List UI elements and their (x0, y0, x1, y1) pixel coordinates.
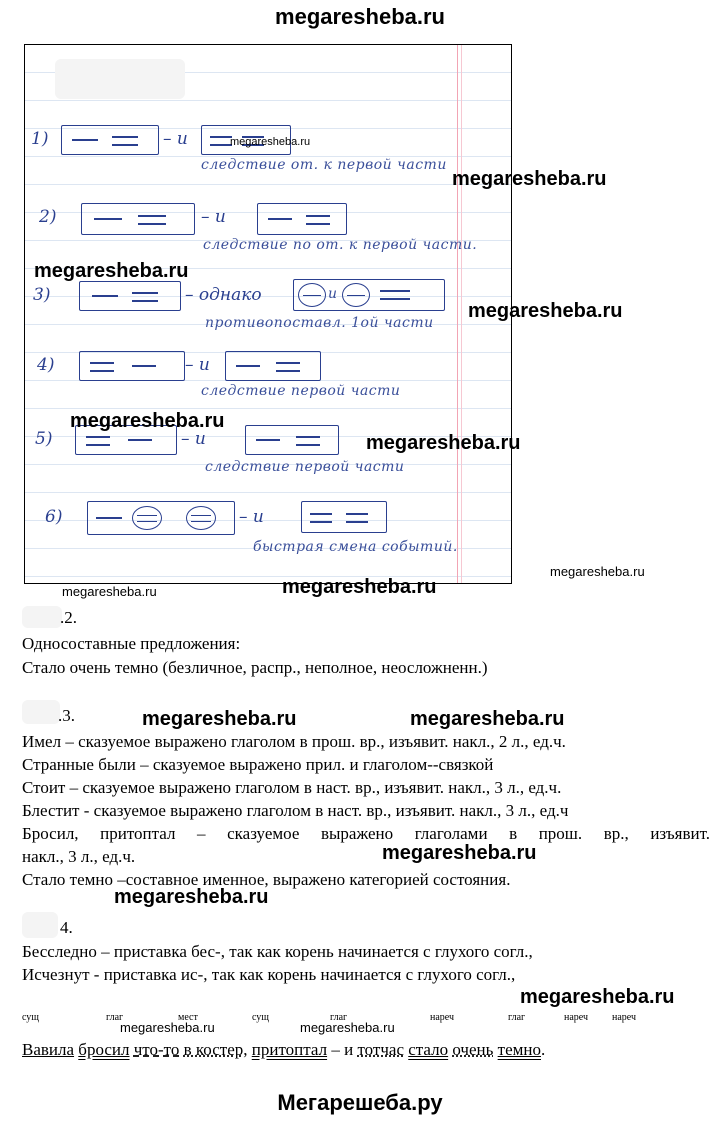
section-3-line: Стало темно –составное именное, выражено категорией состояния. (22, 870, 511, 889)
scheme-3-oval-conj: и (328, 286, 338, 302)
scheme-6-conj: – и (239, 507, 264, 527)
pos-label: глаг (508, 1012, 526, 1023)
scheme-6-oval-b (186, 506, 216, 530)
sentence-word-subject: Вавила (22, 1040, 75, 1059)
scheme-4-number: 4) (37, 355, 55, 375)
watermark-small: megaresheba.ru (120, 1020, 215, 1035)
section-2-line: Стало очень темно (безличное, распр., неполное, неосложненн.) (22, 658, 488, 677)
sentence-period: . (540, 1040, 546, 1059)
scheme-4-conj: – и (185, 355, 210, 375)
scheme-1-box-a (61, 125, 159, 155)
sentence-word-adverbial: в костер, (183, 1040, 248, 1059)
parsed-sentence (22, 1040, 545, 1060)
watermark: megaresheba.ru (34, 260, 189, 282)
section-3-line: Имел – сказуемое выражено глаголом в прош. вр., изъявит. накл., 2 л., ед.ч. (22, 732, 566, 751)
scheme-6-oval-a (132, 506, 162, 530)
watermark: megaresheba.ru (382, 842, 537, 864)
scheme-2-note: следствие по от. к первой части. (203, 237, 478, 253)
section-4-line: Бесследно – приставка бес-, так как корень начинается с глухого согл., (22, 942, 533, 961)
watermark: megaresheba.ru (142, 708, 297, 730)
watermark: megaresheba.ru (468, 300, 623, 322)
scheme-2-number: 2) (39, 207, 57, 227)
scheme-3-conj: – однако (185, 285, 262, 305)
scheme-3-box-b (293, 279, 445, 311)
scheme-4-box-a (79, 351, 185, 381)
watermark-small: megaresheba.ru (62, 584, 157, 599)
scheme-5-box-b (245, 425, 339, 455)
pos-label: глаг (330, 1012, 348, 1023)
pos-label: сущ (22, 1012, 40, 1023)
pos-label: нареч (612, 1012, 637, 1023)
scheme-4-note: следствие первой части (201, 383, 401, 399)
scheme-3-box-a (79, 281, 181, 311)
scheme-5-note: следствие первой части (205, 459, 405, 475)
watermark: megaresheba.ru (282, 576, 437, 598)
section-3-line: Стоит – сказуемое выражено глаголом в наст. вр., изъявит. накл., 3 л., ед.ч. (22, 778, 562, 797)
section-2-line: Односоставные предложения: (22, 634, 241, 653)
section-4-label: 4. (60, 918, 73, 937)
scheme-2-box-a (81, 203, 195, 235)
scheme-5-conj: – и (181, 429, 206, 449)
sentence-word-predicate: притоптал (251, 1040, 328, 1059)
sentence-conj: – и (327, 1040, 358, 1059)
site-footer-title: Мегарешеба.ру (277, 1090, 443, 1115)
blurred-area (55, 59, 185, 99)
scheme-6-box-a (87, 501, 235, 535)
pos-label: нареч (564, 1012, 589, 1023)
scheme-6-number: 6) (45, 507, 63, 527)
pos-label: глаг (106, 1012, 124, 1023)
section-3-line: Блестит - сказуемое выражено глаголом в наст. вр., изъявит. накл., 3 л., ед.ч (22, 801, 569, 820)
scheme-3-oval-b (342, 283, 370, 307)
scheme-1-number: 1) (31, 129, 49, 149)
watermark-small: megaresheba.ru (230, 136, 311, 148)
section-4-line: Исчезнут - приставка ис-, так как корень начинается с глухого согл., (22, 965, 516, 984)
sentence-word-object: что-то (133, 1040, 180, 1059)
scheme-3-number: 3) (33, 285, 51, 305)
sentence-word-adverbial: тотчас (357, 1040, 404, 1059)
sentence-word-predicate: стало (408, 1040, 449, 1059)
sentence-word-predicate: темно (497, 1040, 541, 1059)
pos-label: мест (178, 1012, 198, 1023)
sentence-word-adverbial: очень (452, 1040, 494, 1059)
watermark: megaresheba.ru (452, 168, 607, 190)
blurred-number (22, 912, 58, 938)
scheme-1-note: следствие от. к первой части (201, 157, 447, 173)
section-3-line: Бросил, притоптал – сказуемое выражено глаголами в прош. вр., изъявит. (22, 824, 710, 843)
sentence-word-predicate: бросил (78, 1040, 130, 1059)
site-header-title: megaresheba.ru (275, 4, 445, 29)
section-3-label: .3. (58, 706, 75, 725)
notebook-margin-line-2 (461, 45, 462, 583)
blurred-number (22, 700, 60, 724)
pos-label: сущ (252, 1012, 270, 1023)
scheme-3-note: противопоставл. 1ой части (205, 315, 434, 331)
scheme-6-note: быстрая смена событий. (253, 539, 458, 555)
notebook-margin-line (457, 45, 458, 583)
scheme-5-number: 5) (35, 429, 53, 449)
watermark: megaresheba.ru (366, 432, 521, 454)
watermark-small: megaresheba.ru (300, 1020, 395, 1035)
notebook-photo (24, 44, 512, 584)
scheme-4-box-b (225, 351, 321, 381)
watermark: megaresheba.ru (520, 986, 675, 1008)
watermark-small: megaresheba.ru (550, 564, 645, 579)
section-3-line: накл., 3 л., ед.ч. (22, 847, 136, 866)
scheme-2-conj: – и (201, 207, 226, 227)
scheme-6-box-b (301, 501, 387, 533)
scheme-3-oval-a (298, 283, 326, 307)
watermark: megaresheba.ru (410, 708, 565, 730)
scheme-1-conj: – и (163, 129, 188, 149)
watermark: megaresheba.ru (114, 886, 269, 908)
blurred-number (22, 606, 62, 628)
section-3-line: Странные были – сказуемое выражено прил. и глаголом--связкой (22, 755, 494, 774)
scheme-2-box-b (257, 203, 347, 235)
section-2-label: .2. (60, 608, 77, 627)
watermark: megaresheba.ru (70, 410, 225, 432)
pos-label: нареч (430, 1012, 455, 1023)
